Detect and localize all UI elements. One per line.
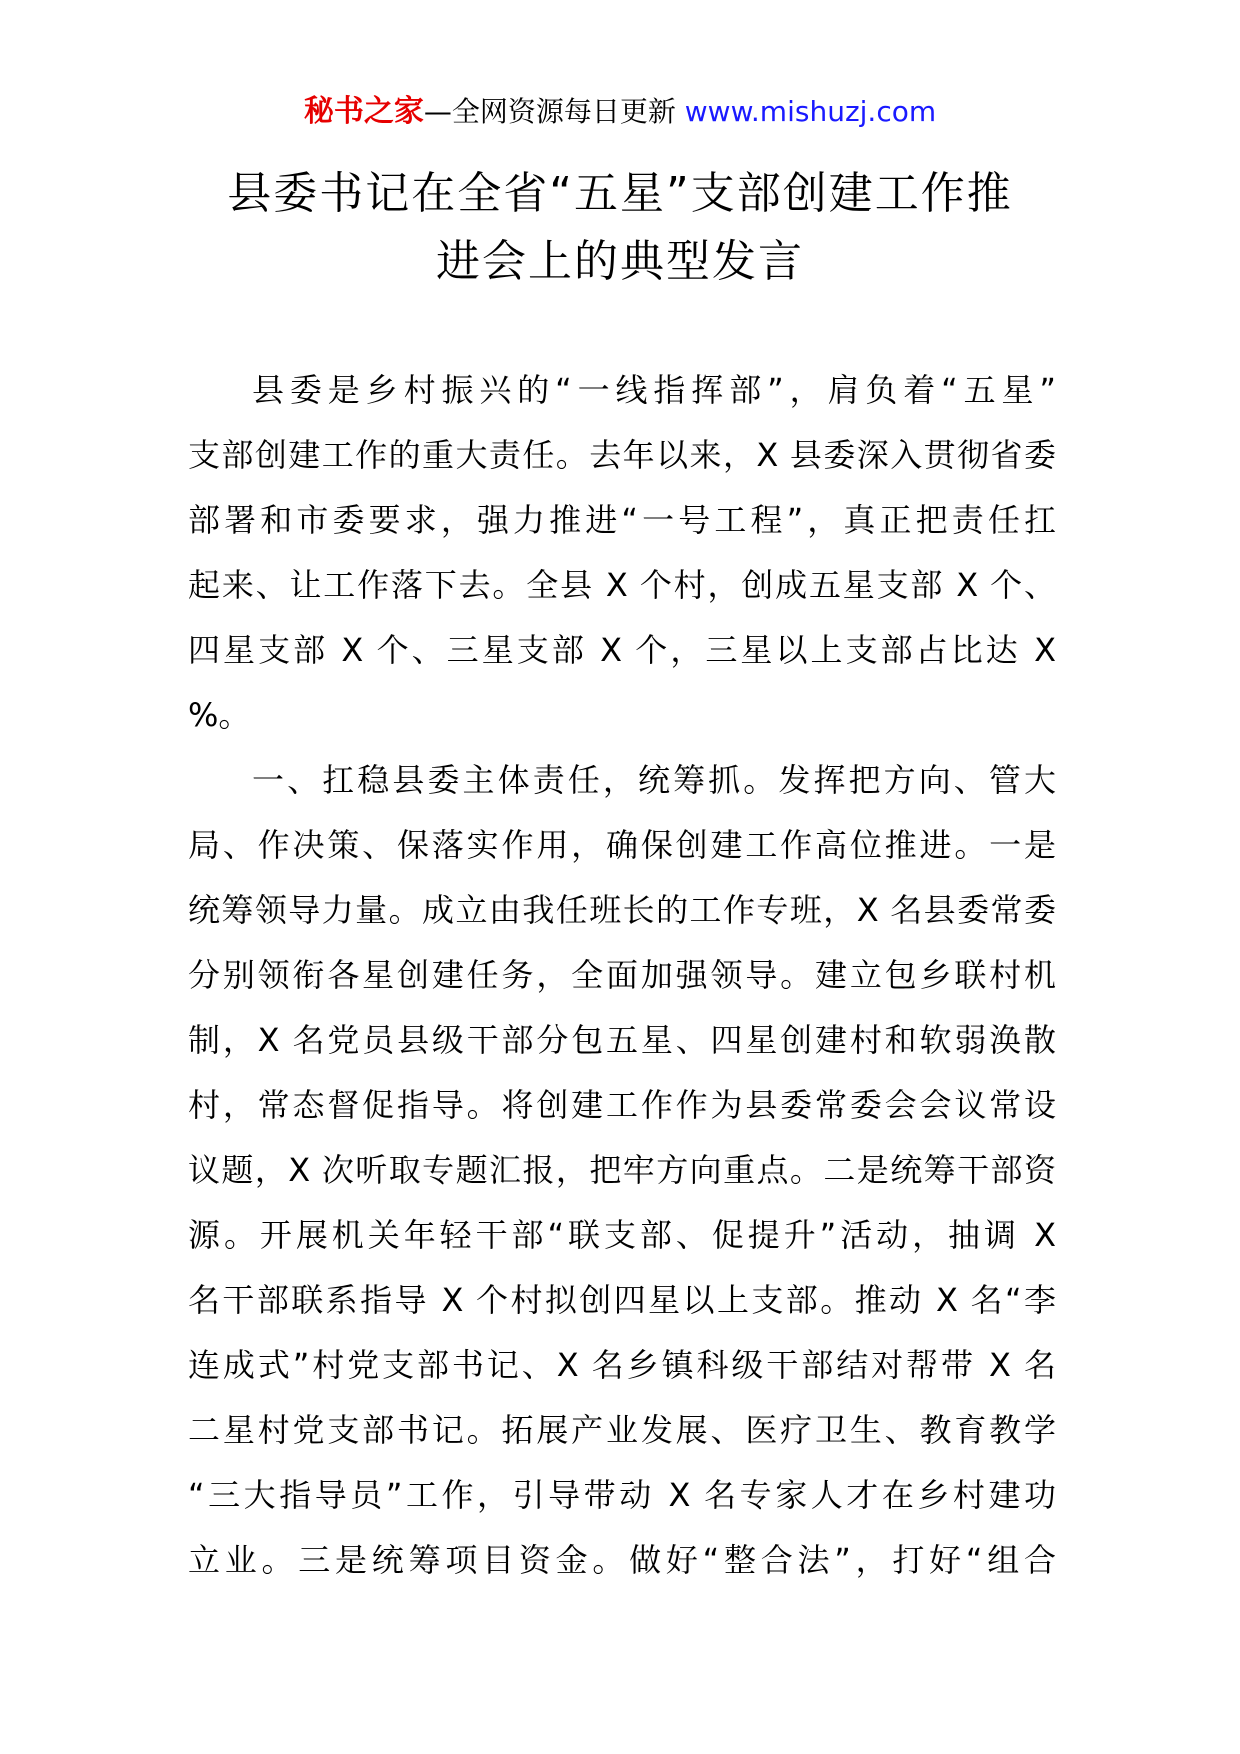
paragraph-line: 二星村党支部书记。拓展产业发展、医疗卫生、教育教学 — [188, 1411, 1056, 1449]
paragraph-line: “三大指导员”工作，引导带动 X 名专家人才在乡村建功 — [188, 1476, 1056, 1514]
paragraph-line: 局、作决策、保落实作用，确保创建工作高位推进。一是 — [188, 826, 1056, 864]
paragraph-line: 村，常态督促指导。将创建工作作为县委常委会会议常设 — [188, 1086, 1056, 1124]
paragraph-line: 支部创建工作的重大责任。去年以来，X 县委深入贯彻省委 — [188, 436, 1056, 474]
paragraph-line: 源。开展机关年轻干部“联支部、促提升”活动，抽调 X — [188, 1216, 1056, 1254]
paragraph-line: 四星支部 X 个、三星支部 X 个，三星以上支部占比达 X — [188, 631, 1056, 669]
paragraph-line: 一、扛稳县委主体责任，统筹抓。发挥把方向、管大 — [252, 761, 1056, 799]
paragraph-line: 立业。三是统筹项目资金。做好“整合法”，打好“组合 — [188, 1541, 1056, 1579]
paragraph-line: 县委是乡村振兴的“一线指挥部”，肩负着“五星” — [252, 371, 1056, 409]
site-slogan: —全网资源每日更新 — [423, 95, 676, 128]
title-line-1: 县委书记在全省“五星”支部创建工作推 — [227, 168, 1013, 219]
paragraph-line: 分别领衔各星创建任务，全面加强领导。建立包乡联村机 — [188, 956, 1056, 994]
paragraph-line: 制，X 名党员县级干部分包五星、四星创建村和软弱涣散 — [188, 1021, 1056, 1059]
paragraph-line: 部署和市委要求，强力推进“一号工程”，真正把责任扛 — [188, 501, 1056, 539]
document-body — [188, 358, 1056, 1593]
site-url-link[interactable]: www.mishuzj.com — [675, 95, 937, 128]
title-line-2: 进会上的典型发言 — [436, 236, 804, 287]
document-title — [150, 160, 1090, 296]
paragraph-line: 连成式”村党支部书记、X 名乡镇科级干部结对帮带 X 名 — [188, 1346, 1056, 1384]
paragraph-line: 统筹领导力量。成立由我任班长的工作专班，X 名县委常委 — [188, 891, 1056, 929]
paragraph-line: %。 — [188, 696, 251, 734]
site-brand: 秘书之家 — [303, 94, 424, 129]
paragraph-line: 起来、让工作落下去。全县 X 个村，创成五星支部 X 个、 — [188, 566, 1056, 604]
paragraph-line: 名干部联系指导 X 个村拟创四星以上支部。推动 X 名“李 — [188, 1281, 1056, 1319]
site-header — [0, 92, 1240, 132]
paragraph-line: 议题，X 次听取专题汇报，把牢方向重点。二是统筹干部资 — [188, 1151, 1056, 1189]
